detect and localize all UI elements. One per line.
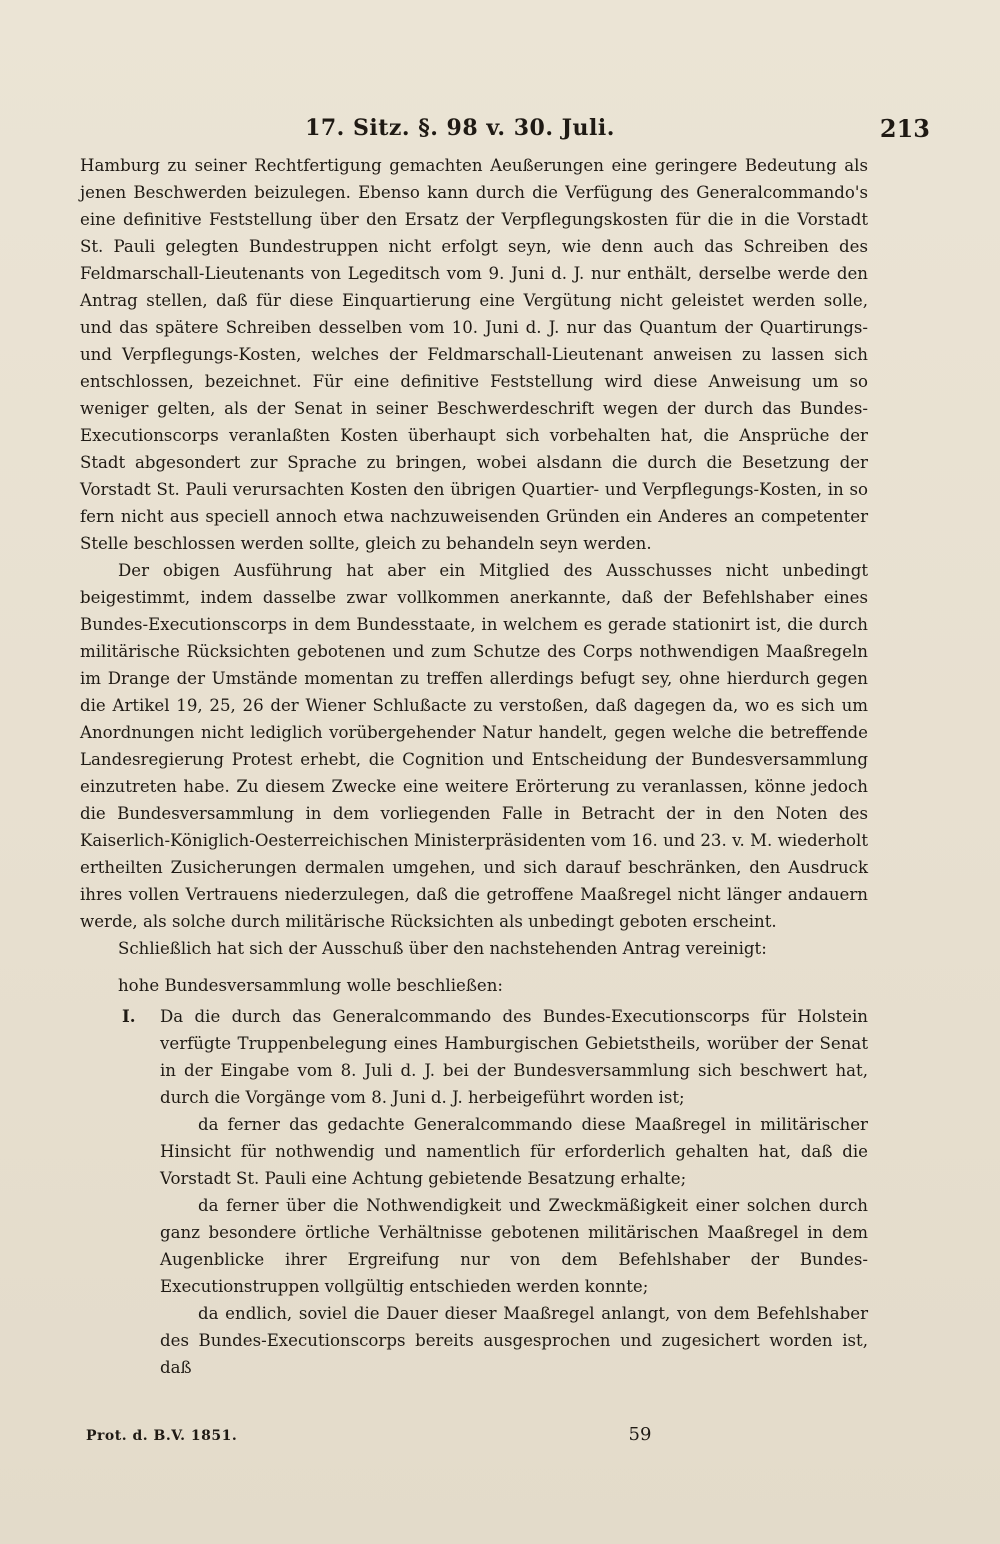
clause-text: Da die durch das Generalcommando des Bundes-Executionscorps für Holstein verfügte Truppenbelegung eines Hamburgischen Gebietstheils, worüber der Senat in der Eingabe vom 8. Juli d. J. bei der Bundesversammlung sich beschwert hat, durch die Vorgänge vom 8. Juni d. J. herbeigeführt worden ist;	[160, 1007, 868, 1107]
clause-sub-paragraph: da endlich, soviel die Dauer dieser Maaßregel anlangt, von dem Befehlshaber des Bundes-Executionscorps bereits ausgesprochen und zugesichert worden ist, daß	[160, 1304, 868, 1377]
signature-mark: 59	[628, 1424, 652, 1445]
resolution-clause	[80, 1003, 868, 1111]
clause-number: I.	[122, 1006, 136, 1026]
paragraph-dissent: Der obigen Ausführung hat aber ein Mitglied des Ausschusses nicht unbedingt beigestimmt, indem dasselbe zwar vollkommen anerkannte, daß der Befehlshaber eines Bundes-Executionscorps in dem Bundesstaate, in welchem es gerade stationirt ist, die durch militärische Rücksichten gebotenen und zum Schutze des Corps nothwendigen Maaßregeln im Drange der Umstände momentan zu treffen allerdings befugt sey, ohne hierdurch gegen die Artikel 19, 25, 26 der Wiener Schlußacte zu verstoßen, daß dagegen da, wo es sich um Anordnungen nicht lediglich vorübergehender Natur handelt, gegen welche die betreffende Landesregierung Protest erhebt, die Cognition und Entscheidung der Bundesversammlung einzutreten habe. Zu diesem Zwecke eine weitere Erörterung zu veranlassen, könne jedoch die Bundesversammlung in dem vorliegenden Falle in Betracht der in den Noten des Kaiserlich-Königlich-Oesterreichischen Ministerpräsidenten vom 16. und 23. v. M. wiederholt ertheilten Zusicherungen dermalen umgehen, und sich darauf beschränken, den Ausdruck ihres vollen Vertrauens niederzulegen, daß die getroffene Maaßregel nicht länger andauern werde, als solche durch militärische Rücksichten als unbedingt geboten erscheint.	[80, 561, 868, 931]
page-number: 213	[879, 114, 930, 143]
clause-sub-paragraph: da ferner das gedachte Generalcommando diese Maaßregel in militärischer Hinsicht für nothwendig und namentlich für erforderlich gehalten hat, daß die Vorstadt St. Pauli eine Achtung gebietende Besatzung erhalte;	[160, 1115, 868, 1188]
body-text	[80, 152, 868, 1381]
paragraph-continuation: Hamburg zu seiner Rechtfertigung gemachten Aeußerungen eine geringere Bedeutung als jenen Beschwerden beizulegen. Ebenso kann durch die Verfügung des Generalcommando's eine definitive Feststellung über den Ersatz der Verpflegungskosten für die in die Vorstadt St. Pauli gelegten Bundestruppen nicht erfolgt seyn, wie denn auch das Schreiben des Feldmarschall-Lieutenants von Legeditsch vom 9. Juni d. J. nur enthält, derselbe werde den Antrag stellen, daß für diese Einquartierung eine Vergütung nicht geleistet werden solle, und das spätere Schreiben desselben vom 10. Juni d. J. nur das Quantum der Quartirungs- und Verpflegungs-Kosten, welches der Feldmarschall-Lieutenant anweisen zu lassen sich entschlossen, bezeichnet. Für eine definitive Feststellung wird diese Anweisung um so weniger gelten, als der Senat in seiner Beschwerdeschrift wegen der durch das Bundes-Executionscorps veranlaßten Kosten überhaupt sich vorbehalten hat, die Ansprüche der Stadt abgesondert zur Sprache zu bringen, wobei alsdann die durch die Besetzung der Vorstadt St. Pauli verursachten Kosten den übrigen Quartier- und Verpflegungs-Kosten, in so fern nicht aus speciell annoch etwa nachzuweisenden Gründen ein Anderes an competenter Stelle beschlossen werden sollte, gleich zu behandeln seyn werden.	[80, 156, 868, 553]
paragraph-conclusion: Schließlich hat sich der Ausschuß über den nachstehenden Antrag vereinigt:	[118, 939, 767, 958]
clause-sub-paragraph: da ferner über die Nothwendigkeit und Zweckmäßigkeit einer solchen durch ganz besondere örtliche Verhältnisse gebotenen militärischen Maaßregel in dem Augenblicke ihrer Ergreifung nur von dem Befehlshaber der Bundes-Executionstruppen vollgültig entschieden werden konnte;	[160, 1196, 868, 1296]
running-title: 17. Sitz. §. 98 v. 30. Juli.	[305, 115, 615, 141]
resolution-intro: hohe Bundesversammlung wolle beschließen:	[118, 976, 504, 995]
source-reference: Prot. d. B.V. 1851.	[86, 1428, 238, 1444]
